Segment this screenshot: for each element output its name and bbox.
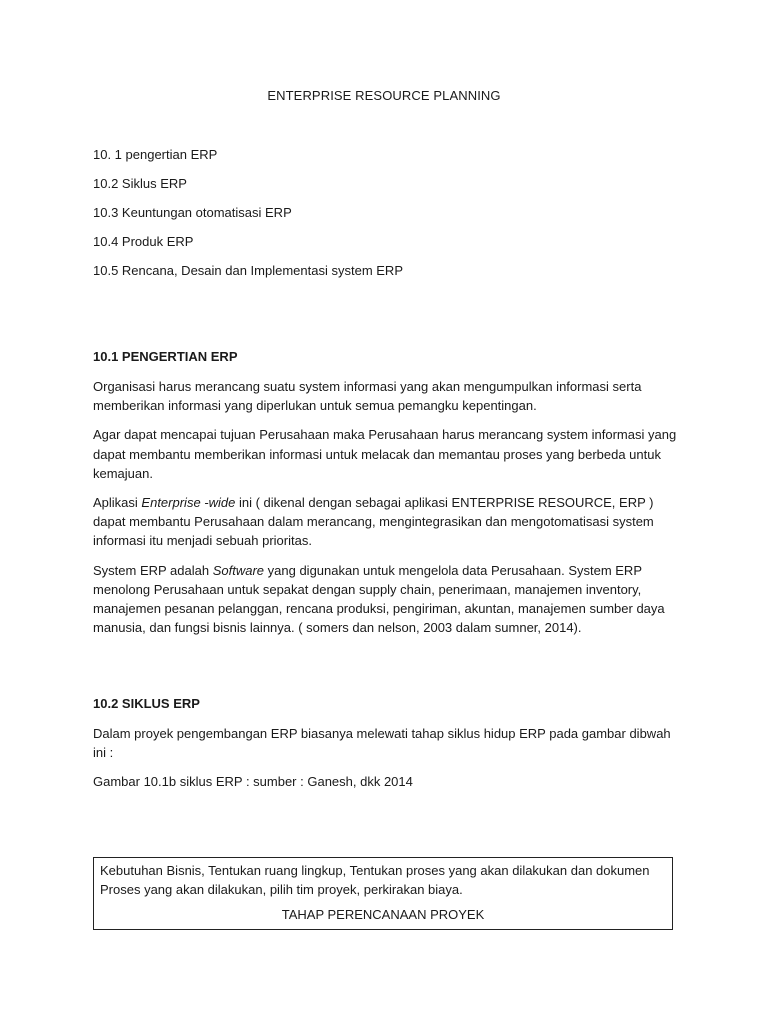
- paragraph: Dalam proyek pengembangan ERP biasanya melewati tahap siklus hidup ERP pada gambar dibwah ini :: [93, 726, 671, 761]
- table-of-contents: [93, 146, 683, 291]
- paragraph: Organisasi harus merancang suatu system informasi yang akan mengumpulkan informasi serta memberikan informasi yang diperlukan untuk semua pemangku kepentingan.: [93, 379, 642, 414]
- document-title: ENTERPRISE RESOURCE PLANNING: [267, 88, 501, 103]
- section-heading: 10.2 SIKLUS ERP: [93, 696, 200, 711]
- toc-item: 10.3 Keuntungan otomatisasi ERP: [93, 205, 292, 220]
- paragraph: Agar dapat mencapai tujuan Perusahaan maka Perusahaan harus merancang system informasi yang dapat membantu memberikan informasi untuk melacak dan memantau proses yang berbeda untuk kemajuan.: [93, 427, 677, 481]
- paragraph-text: ini ( dikenal dengan sebagai aplikasi ENTERPRISE RESOURCE, ERP ) dapat membantu Perusahaan dalam merancang, mengintegrasikan dan mengotomatisasi system informasi itu menjadi sebuah prioritas.: [93, 495, 654, 549]
- toc-item: 10.5 Rencana, Desain dan Implementasi system ERP: [93, 263, 403, 278]
- toc-item: 10. 1 pengertian ERP: [93, 147, 218, 162]
- figure-caption: Gambar 10.1b siklus ERP : sumber : Ganesh, dkk 2014: [93, 774, 413, 790]
- paragraph: [93, 493, 679, 551]
- paragraph: [93, 561, 679, 638]
- section-pengertian-erp: [93, 348, 679, 647]
- toc-item: 10.2 Siklus ERP: [93, 176, 187, 191]
- section-siklus-erp: [93, 695, 679, 802]
- paragraph-text: System ERP adalah: [93, 562, 213, 578]
- paragraph-text: Aplikasi: [93, 495, 142, 511]
- emphasis-text: Software: [212, 562, 265, 578]
- planning-phase-box: [93, 857, 673, 930]
- emphasis-text: Enterprise -wide: [141, 495, 236, 511]
- section-heading: 10.1 PENGERTIAN ERP: [93, 349, 238, 364]
- paragraph-text: yang digunakan untuk mengelola data Perusahaan. System ERP menolong Perusahaan untuk sepakat dengan supply chain, penerimaan, manajemen inventory, manajemen pesanan pelanggan, rencana produksi, pengiriman, akuntan, manajemen sumber daya manusia, dan fungsi bisnis lainnya. ( somers dan nelson, 2003 dalam sumner, 2014).: [93, 562, 665, 636]
- box-phase-label: TAHAP PERENCANAAN PROYEK: [281, 907, 485, 922]
- box-description: Kebutuhan Bisnis, Tentukan ruang lingkup, Tentukan proses yang akan dilakukan dan dokumen Proses yang akan dilakukan, pilih tim proyek, perkirakan biaya.: [100, 863, 650, 897]
- toc-item: 10.4 Produk ERP: [93, 234, 194, 249]
